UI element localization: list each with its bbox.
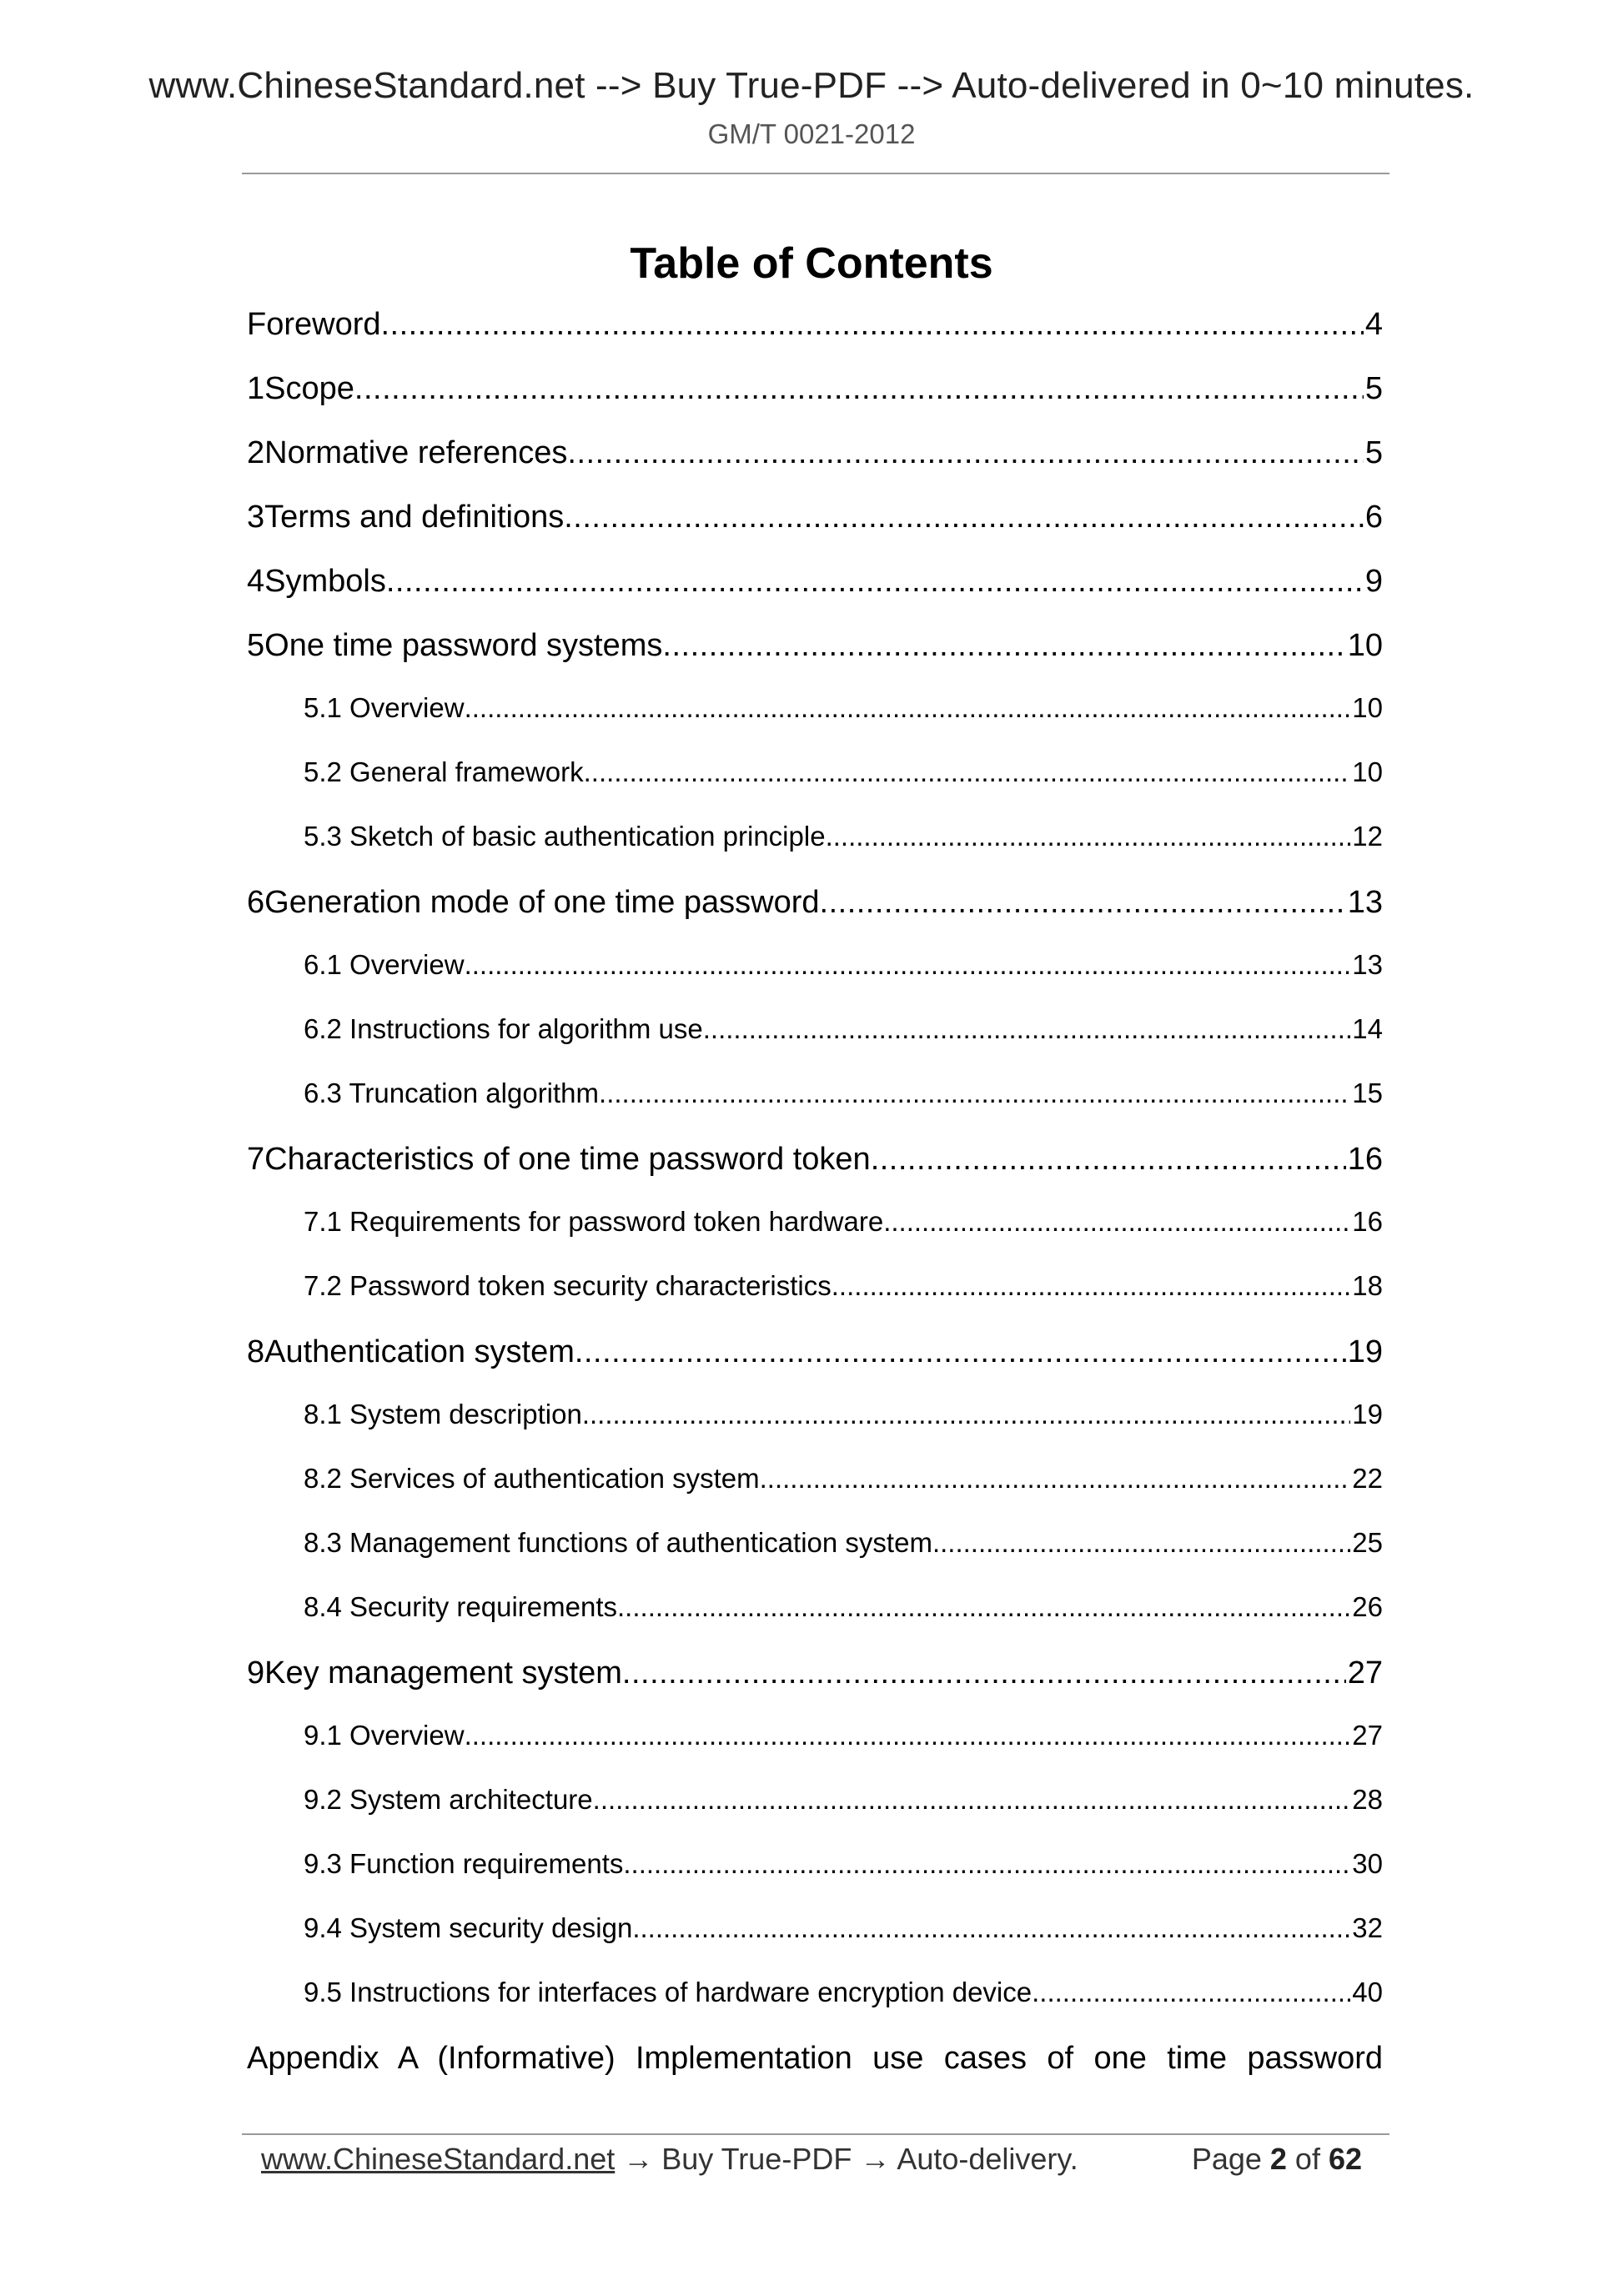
toc-entry-key-management[interactable] bbox=[247, 1655, 1383, 1720]
toc-entry-page: 19 bbox=[1352, 1399, 1383, 1429]
toc-entry-foreword[interactable] bbox=[247, 307, 1383, 371]
toc-entry-page: 27 bbox=[1352, 1720, 1383, 1751]
page-of: of bbox=[1286, 2142, 1329, 2176]
current-page: 2 bbox=[1269, 2142, 1287, 2176]
standard-code: GM/T 0021-2012 bbox=[707, 118, 916, 149]
toc-subentry-8-4[interactable] bbox=[247, 1591, 1383, 1655]
toc-entry-label: Authentication system bbox=[264, 1334, 575, 1369]
page-number bbox=[1192, 2142, 1362, 2177]
dot-leader bbox=[582, 1399, 1350, 1430]
toc-entry-label: Generation mode of one time password bbox=[264, 885, 820, 920]
toc-subentry-5-1[interactable] bbox=[247, 692, 1383, 756]
toc-entry-otp-systems[interactable] bbox=[247, 628, 1383, 692]
toc-entry-number: 8 bbox=[247, 1334, 265, 1369]
toc-entry-page: 30 bbox=[1352, 1848, 1383, 1879]
table-of-contents bbox=[247, 307, 1383, 2105]
toc-entry-page: 12 bbox=[1352, 821, 1383, 852]
toc-entry-number: 2 bbox=[247, 435, 265, 470]
toc-entry-label: 9.5 Instructions for interfaces of hardware encryption device bbox=[304, 1977, 1033, 2007]
toc-entry-page: 28 bbox=[1352, 1784, 1383, 1815]
header-divider bbox=[242, 173, 1389, 174]
toc-entry-generation-mode[interactable] bbox=[247, 885, 1383, 949]
toc-entry-label: 6.3 Truncation algorithm bbox=[304, 1078, 600, 1108]
toc-entry-page: 32 bbox=[1352, 1912, 1383, 1943]
footer-site-link[interactable]: www.ChineseStandard.net bbox=[261, 2142, 616, 2176]
dot-leader bbox=[465, 692, 1351, 724]
dot-leader bbox=[593, 1784, 1351, 1816]
toc-subentry-6-3[interactable] bbox=[247, 1078, 1383, 1142]
toc-entry-label: Key management system bbox=[264, 1655, 622, 1691]
toc-entry-page: 10 bbox=[1352, 756, 1383, 787]
dot-leader bbox=[883, 1206, 1350, 1238]
toc-entry-label: 7.2 Password token security characteristics bbox=[304, 1270, 832, 1301]
dot-leader bbox=[564, 500, 1364, 535]
toc-entry-label: 7.1 Requirements for password token hardware bbox=[304, 1206, 884, 1237]
toc-entry-label: Terms and definitions bbox=[264, 500, 565, 535]
toc-entry-label: 5.2 General framework bbox=[304, 756, 584, 787]
dot-leader bbox=[567, 435, 1363, 471]
toc-entry-page: 27 bbox=[1347, 1655, 1383, 1691]
toc-entry-symbols[interactable] bbox=[247, 564, 1383, 628]
dot-leader bbox=[820, 885, 1346, 921]
toc-entry-number: 9 bbox=[247, 1655, 265, 1691]
toc-entry-label: 8.4 Security requirements bbox=[304, 1591, 618, 1622]
dot-leader bbox=[760, 1463, 1351, 1495]
toc-entry-page: 10 bbox=[1347, 628, 1383, 663]
toc-entry-page: 15 bbox=[1352, 1078, 1383, 1108]
footer-promo-text: → Buy True-PDF → Auto-delivery. bbox=[615, 2142, 1078, 2176]
toc-subentry-6-2[interactable] bbox=[247, 1013, 1383, 1078]
toc-subentry-8-1[interactable] bbox=[247, 1399, 1383, 1463]
dot-leader bbox=[623, 1848, 1350, 1880]
toc-entry-page: 13 bbox=[1347, 885, 1383, 920]
dot-leader bbox=[386, 564, 1364, 600]
toc-entry-page: 14 bbox=[1352, 1013, 1383, 1044]
toc-subentry-9-4[interactable] bbox=[247, 1912, 1383, 1977]
toc-entry-page: 5 bbox=[1364, 435, 1383, 470]
toc-entry-label: Foreword bbox=[247, 307, 381, 342]
toc-entry-label: 5.3 Sketch of basic authentication principle bbox=[304, 821, 826, 852]
toc-entry-number: 6 bbox=[247, 885, 265, 920]
toc-subentry-9-3[interactable] bbox=[247, 1848, 1383, 1912]
toc-entry-terms-definitions[interactable] bbox=[247, 500, 1383, 564]
toc-subentry-8-3[interactable] bbox=[247, 1527, 1383, 1591]
toc-entry-number: 4 bbox=[247, 564, 265, 599]
toc-entry-page: 5 bbox=[1364, 371, 1383, 406]
toc-entry-page: 9 bbox=[1364, 564, 1383, 599]
dot-leader bbox=[575, 1334, 1346, 1370]
toc-entry-scope[interactable] bbox=[247, 371, 1383, 435]
toc-subentry-5-3[interactable] bbox=[247, 821, 1383, 885]
toc-subentry-9-1[interactable] bbox=[247, 1720, 1383, 1784]
toc-entry-label: 9.3 Function requirements bbox=[304, 1848, 624, 1879]
dot-leader bbox=[826, 821, 1351, 852]
toc-entry-label: Characteristics of one time password token bbox=[264, 1142, 871, 1177]
toc-entry-label: 8.2 Services of authentication system bbox=[304, 1463, 760, 1494]
page-prefix: Page bbox=[1191, 2142, 1270, 2176]
total-pages: 62 bbox=[1328, 2142, 1362, 2176]
toc-subentry-7-1[interactable] bbox=[247, 1206, 1383, 1270]
dot-leader bbox=[465, 949, 1351, 981]
toc-entry-label: Symbols bbox=[264, 564, 386, 599]
toc-entry-number: 5 bbox=[247, 628, 265, 663]
toc-entry-page: 40 bbox=[1352, 1977, 1383, 2007]
dot-leader bbox=[1032, 1977, 1350, 2008]
dot-leader bbox=[632, 1912, 1350, 1944]
toc-subentry-9-2[interactable] bbox=[247, 1784, 1383, 1848]
toc-entry-page: 13 bbox=[1352, 949, 1383, 980]
dot-leader bbox=[617, 1591, 1350, 1623]
dot-leader bbox=[354, 371, 1364, 407]
dot-leader bbox=[703, 1013, 1351, 1045]
toc-subentry-7-2[interactable] bbox=[247, 1270, 1383, 1334]
toc-entry-label: 6.2 Instructions for algorithm use bbox=[304, 1013, 703, 1044]
dot-leader bbox=[381, 307, 1364, 343]
toc-entry-page: 18 bbox=[1352, 1270, 1383, 1301]
toc-entry-page: 22 bbox=[1352, 1463, 1383, 1494]
toc-subentry-9-5[interactable] bbox=[247, 1977, 1383, 2041]
dot-leader bbox=[871, 1142, 1346, 1178]
toc-entry-page: 4 bbox=[1364, 307, 1383, 342]
header-banner: www.ChineseStandard.net --> Buy True-PDF --> Auto-delivered in 0~10 minutes. bbox=[148, 65, 1475, 106]
toc-entry-page: 6 bbox=[1364, 500, 1383, 535]
toc-subentry-8-2[interactable] bbox=[247, 1463, 1383, 1527]
toc-entry-label: Scope bbox=[264, 371, 354, 406]
toc-entry-page: 16 bbox=[1352, 1206, 1383, 1237]
toc-entry-token-characteristics[interactable] bbox=[247, 1142, 1383, 1206]
toc-title: Table of Contents bbox=[630, 239, 993, 288]
dot-leader bbox=[465, 1720, 1351, 1751]
toc-entry-label: 8.3 Management functions of authentication system bbox=[304, 1527, 932, 1558]
dot-leader bbox=[622, 1655, 1346, 1691]
toc-subentry-5-2[interactable] bbox=[247, 756, 1383, 821]
footer-divider bbox=[242, 2133, 1389, 2135]
toc-subentry-6-1[interactable] bbox=[247, 949, 1383, 1013]
toc-entry-page: 10 bbox=[1352, 692, 1383, 723]
toc-entry-page: 19 bbox=[1347, 1334, 1383, 1369]
toc-entry-page: 26 bbox=[1352, 1591, 1383, 1622]
toc-entry-page: 25 bbox=[1352, 1527, 1383, 1558]
toc-entry-number: 3 bbox=[247, 500, 265, 535]
toc-entry-label: 9.1 Overview bbox=[304, 1720, 465, 1751]
toc-entry-normative-references[interactable] bbox=[247, 435, 1383, 500]
toc-entry-appendix-a[interactable]: Appendix A (Informative) Implementation use cases of one time password bbox=[247, 2041, 1383, 2076]
footer-promo bbox=[261, 2142, 1078, 2177]
toc-entry-label: Normative references bbox=[264, 435, 568, 470]
toc-entry-label: 5.1 Overview bbox=[304, 692, 465, 723]
dot-leader bbox=[932, 1527, 1350, 1559]
dot-leader bbox=[599, 1078, 1350, 1109]
toc-entry-number: 7 bbox=[247, 1142, 265, 1177]
toc-entry-label: 8.1 System description bbox=[304, 1399, 582, 1429]
dot-leader bbox=[584, 756, 1351, 788]
dot-leader bbox=[662, 628, 1345, 664]
dot-leader bbox=[832, 1270, 1351, 1302]
toc-entry-label: 9.2 System architecture bbox=[304, 1784, 593, 1815]
toc-entry-number: 1 bbox=[247, 371, 265, 406]
toc-entry-label: 9.4 System security design bbox=[304, 1912, 633, 1943]
toc-entry-label: One time password systems bbox=[264, 628, 663, 663]
toc-entry-page: 16 bbox=[1347, 1142, 1383, 1177]
toc-entry-label: 6.1 Overview bbox=[304, 949, 465, 980]
toc-entry-authentication-system[interactable] bbox=[247, 1334, 1383, 1399]
